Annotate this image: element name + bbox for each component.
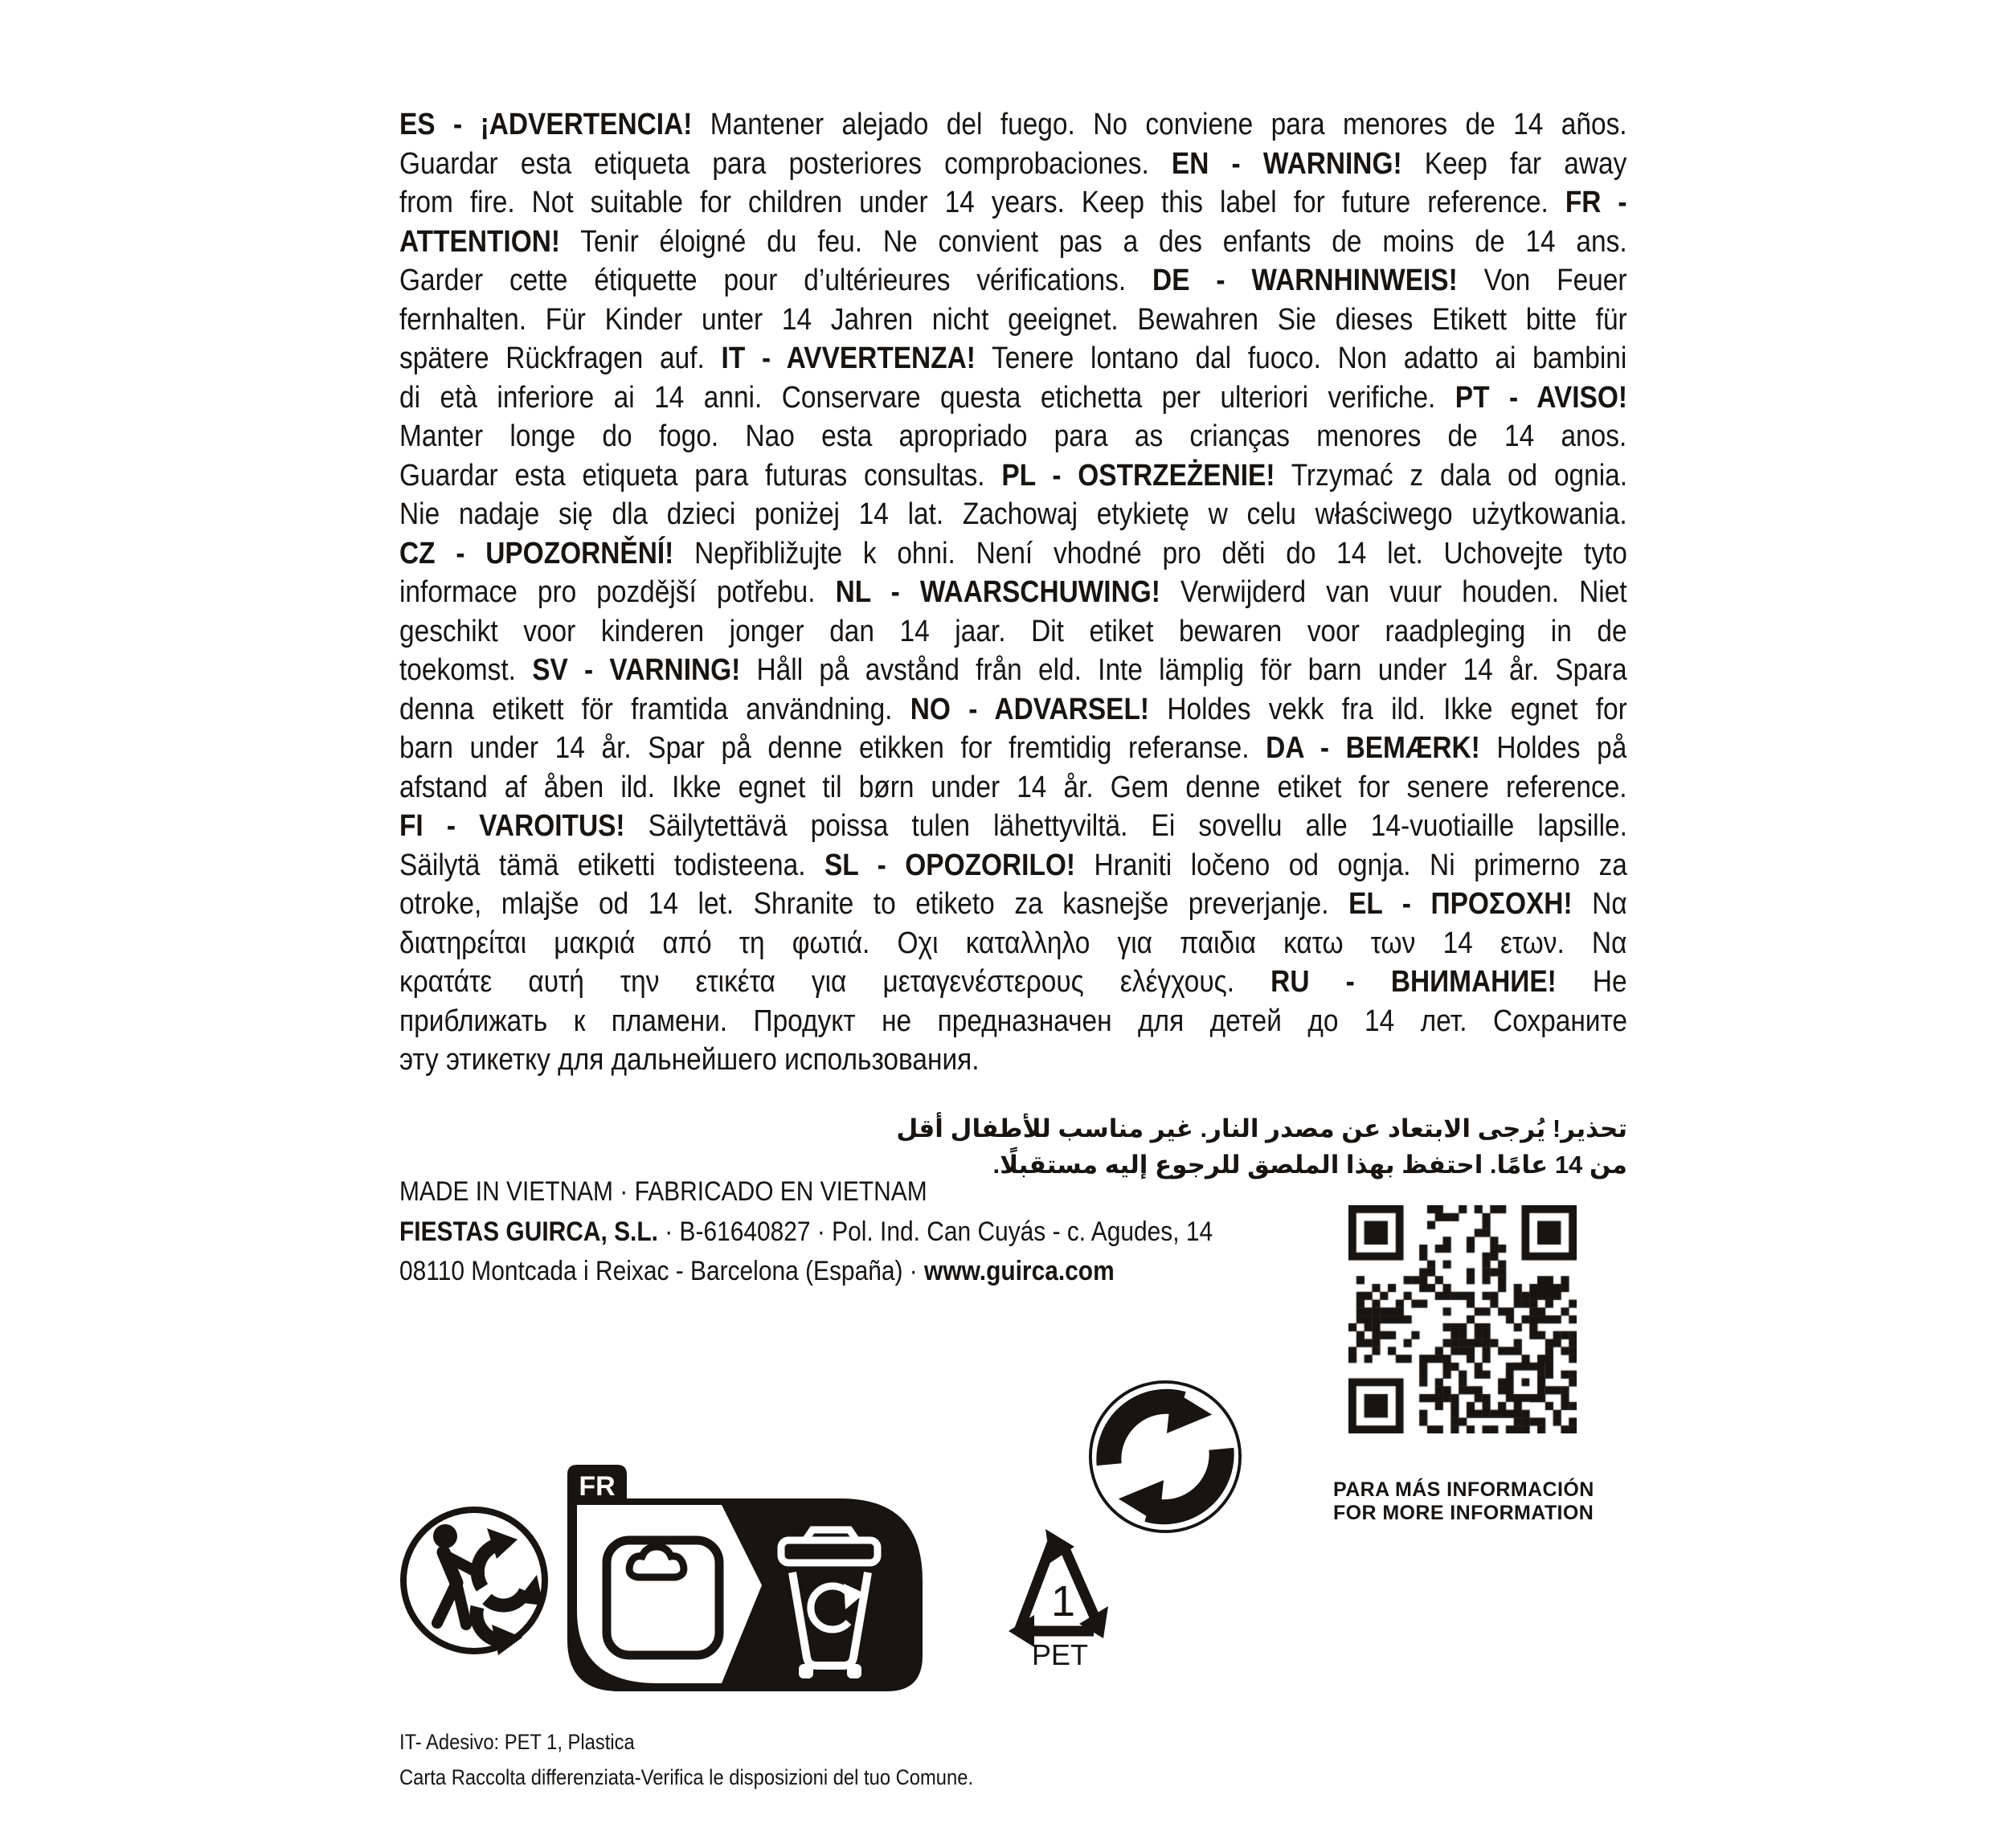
- warning-line: afstand af åben ild. Ikke egnet til børn under 14 år. Gem denne etiket for senere reference.: [399, 770, 1627, 804]
- warning-line: эту этикетку для дальнейшего использования.: [399, 1043, 980, 1077]
- pet-1-recycling-icon: [999, 1526, 1119, 1670]
- warning-line: di età inferiore ai 14 anni. Conservare questa etichetta per ulteriori verifiche. PT - AVISO!: [399, 380, 1628, 415]
- address-line: 08110 Montcada i Reixac - Barcelona (España) · www.guirca.com: [399, 1256, 1115, 1286]
- pet-number: 1: [1050, 1577, 1076, 1625]
- warning-line: from fire. Not suitable for children under 14 years. Keep this label for future reference. FR -: [399, 186, 1627, 219]
- warning-line: ES - ¡ADVERTENCIA! Mantener alejado del fuego. No conviene para menores de 14 años.: [399, 108, 1627, 141]
- warning-line: otroke, mlajše od 14 let. Shranite to etiketo za kasnejše preverjanje. EL - ΠΡΟΣΟΧΗ! Να: [399, 887, 1627, 921]
- info-tri-icon: [567, 1465, 923, 1693]
- blister-pack-icon: [607, 1540, 719, 1655]
- warning-line: Nie nadaje się dla dzieci poniżej 14 lat. Zachowaj etykietę w celu właściwego użytkowania.: [399, 497, 1627, 531]
- warning-text: [399, 105, 1627, 1080]
- warning-line: Guardar esta etiqueta para posteriores comprobaciones. EN - WARNING! Keep far away: [399, 146, 1627, 181]
- footer-line-2: Carta Raccolta differenziata-Verifica le disposizioni del tuo Comune.: [399, 1765, 974, 1789]
- warning-line: toekomst. SV - VARNING! Håll på avstånd från eld. Inte lämplig för barn under 14 år. Spara: [399, 653, 1627, 687]
- green-dot-icon: [1087, 1379, 1243, 1535]
- more-info-es: PARA MÁS INFORMACIÓN: [1333, 1478, 1594, 1501]
- warning-line: κρατάτε αυτή την ετικέτα για μεταγενέστερους ελέγχους. RU - ВНИМАНИЕ! Не: [399, 965, 1627, 999]
- warning-line: barn under 14 år. Spar på denne etikken for fremtidig referanse. DA - BEMÆRK! Holdes på: [399, 731, 1627, 765]
- more-info-caption: [1333, 1478, 1594, 1525]
- warning-line: Guardar esta etiqueta para futuras consultas. PL - OSTRZEŻENIE! Trzymać z dala od ognia.: [399, 458, 1628, 493]
- warning-line: fernhalten. Für Kinder unter 14 Jahren nicht geeignet. Bewahren Sie dieses Etikett bitte für: [399, 302, 1627, 337]
- warning-line: Säilytä tämä etiketti todisteena. SL - OPOZORILO! Hraniti ločeno od ognja. Ni primerno za: [399, 848, 1627, 882]
- manufacturer-block: [399, 1172, 1460, 1292]
- triman-icon: [397, 1504, 558, 1658]
- warning-line: Garder cette étiquette pour d’ultérieures vérifications. DE - WARNHINWEIS! Von Feuer: [399, 264, 1627, 297]
- more-info-en: FOR MORE INFORMATION: [1333, 1502, 1594, 1524]
- warning-line: geschikt voor kinderen jonger dan 14 jaar. Dit etiket bewaren voor raadpleging in de: [399, 614, 1627, 648]
- qr-code: [1348, 1205, 1577, 1433]
- fr-tab-label: FR: [579, 1471, 616, 1502]
- warning-line: διατηρείται μακριά από τη φωτιά. Οχι καταλληλο για παιδια κατω των 14 ετων. Να: [399, 926, 1627, 960]
- warning-line: spätere Rückfragen auf. IT - AVVERTENZA! Tenere lontano dal fuoco. Non adatto ai bambini: [399, 341, 1627, 375]
- pet-material-label: PET: [1031, 1638, 1089, 1670]
- warning-line: FI - VAROITUS! Säilytettävä poissa tulen lähettyviltä. Ei sovellu alle 14-vuotiaille lapsille.: [399, 809, 1627, 843]
- warning-line: приближать к пламени. Продукт не предназначен для детей до 14 лет. Сохраните: [399, 1004, 1628, 1038]
- warning-line: ATTENTION! Tenir éloigné du feu. Ne convient pas a des enfants de moins de 14 ans.: [399, 224, 1627, 259]
- arabic-warning-line: تحذير! يُرجى الابتعاد عن مصدر النار. غير مناسب للأطفال أقل: [896, 1114, 1627, 1143]
- warning-line: Manter longe do fogo. Nao esta apropriado para as crianças menores de 14 anos.: [399, 419, 1627, 453]
- made-in-line: MADE IN VIETNAM · FABRICADO EN VIETNAM: [399, 1176, 927, 1207]
- warning-line: CZ - UPOZORNĚNÍ! Nepřibližujte k ohni. Není vhodné pro děti do 14 let. Uchovejte tyto: [399, 536, 1627, 570]
- footer-line-1: IT- Adesivo: PET 1, Plastica: [399, 1730, 635, 1754]
- disposal-note: [399, 1724, 1319, 1795]
- company-line: FIESTAS GUIRCA, S.L. · B-61640827 · Pol. Ind. Can Cuyás - c. Agudes, 14: [399, 1216, 1213, 1247]
- warning-line: denna etikett för framtida användning. NO - ADVARSEL! Holdes vekk fra ild. Ikke egnet for: [399, 692, 1627, 726]
- warning-line: informace pro pozdější potřebu. NL - WAARSCHUWING! Verwijderd van vuur houden. Niet: [399, 575, 1627, 609]
- arabic-warning-line: من 14 عامًا. احتفظ بهذا الملصق للرجوع إليه مستقبلًا.: [992, 1151, 1627, 1179]
